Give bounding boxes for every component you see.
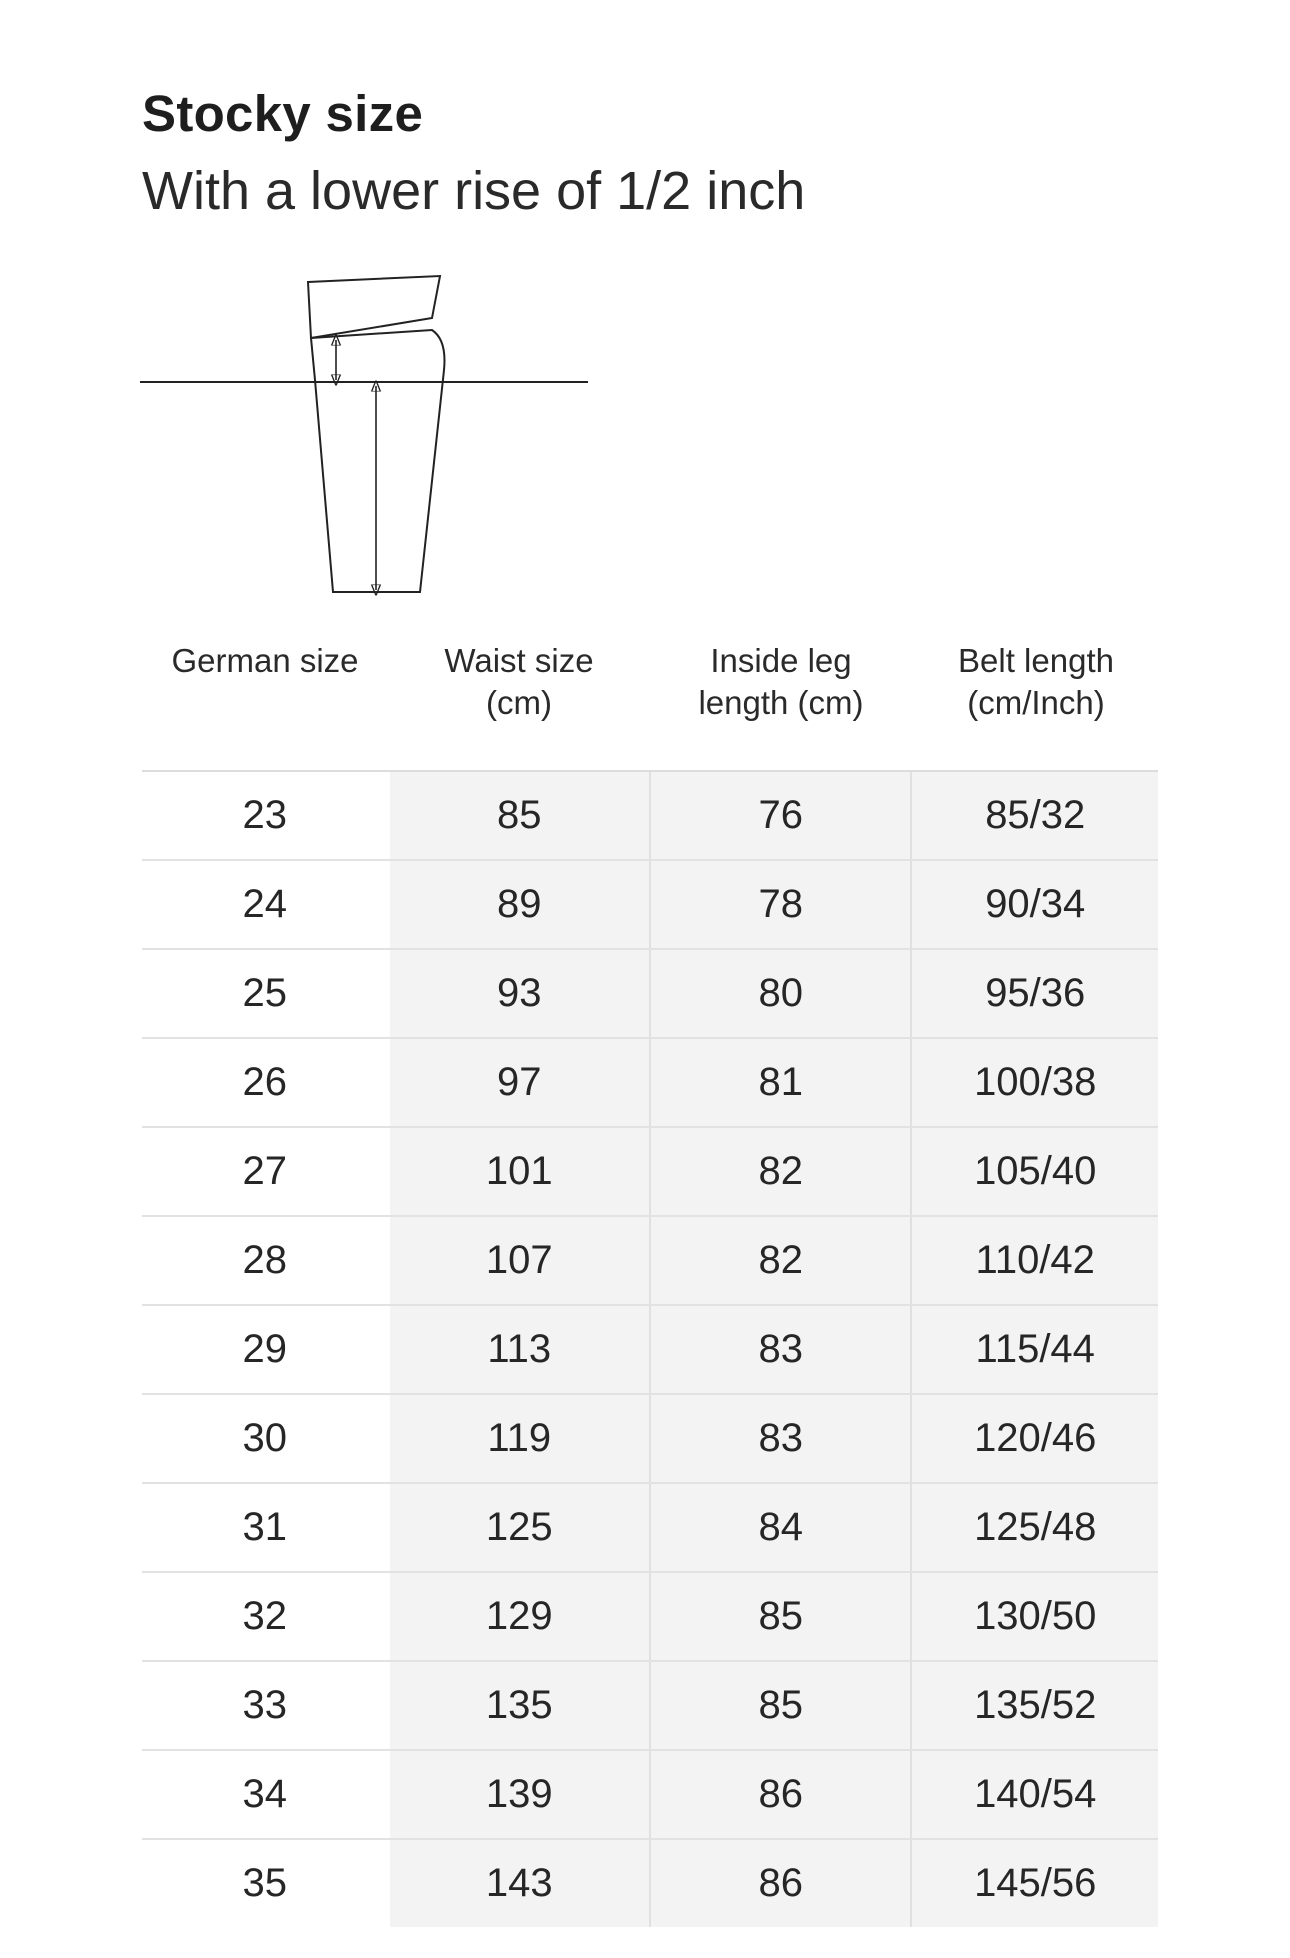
inside-leg-cell: 84 [649,1484,910,1571]
table-row [142,950,1158,1039]
column-header-belt-length: Belt length (cm/Inch) [958,642,1114,721]
waist-size-cell: 89 [388,861,649,948]
table-row [142,861,1158,950]
inside-leg-cell: 80 [649,950,910,1037]
inside-leg-cell: 78 [649,861,910,948]
inside-leg-cell: 82 [649,1128,910,1215]
size-table [142,770,1158,1927]
inside-leg-cell: 81 [649,1039,910,1126]
table-row [142,1751,1158,1840]
table-row [142,1662,1158,1751]
waist-size-cell: 107 [388,1217,649,1304]
german-size-cell: 29 [142,1306,388,1393]
belt-length-cell: 95/36 [910,950,1158,1037]
column-header-waist-size: Waist size (cm) [444,642,594,721]
column-header-german-size: German size [171,642,359,679]
waist-size-cell: 125 [388,1484,649,1571]
belt-length-cell: 110/42 [910,1217,1158,1304]
trouser-leg-measurement-diagram-icon [140,270,600,610]
german-size-cell: 34 [142,1751,388,1838]
german-size-cell: 33 [142,1662,388,1749]
german-size-cell: 24 [142,861,388,948]
belt-length-cell: 135/52 [910,1662,1158,1749]
waist-size-cell: 119 [388,1395,649,1482]
waist-size-cell: 139 [388,1751,649,1838]
german-size-cell: 26 [142,1039,388,1126]
table-row [142,1217,1158,1306]
inside-leg-cell: 86 [649,1751,910,1838]
belt-length-cell: 130/50 [910,1573,1158,1660]
belt-length-cell: 115/44 [910,1306,1158,1393]
inside-leg-cell: 82 [649,1217,910,1304]
inside-leg-cell: 85 [649,1573,910,1660]
waist-size-cell: 101 [388,1128,649,1215]
table-row [142,1840,1158,1927]
belt-length-cell: 145/56 [910,1840,1158,1927]
inside-leg-cell: 76 [649,772,910,859]
belt-length-cell: 85/32 [910,772,1158,859]
table-row [142,1484,1158,1573]
german-size-cell: 30 [142,1395,388,1482]
german-size-cell: 28 [142,1217,388,1304]
belt-length-cell: 125/48 [910,1484,1158,1571]
waist-size-cell: 97 [388,1039,649,1126]
german-size-cell: 25 [142,950,388,1037]
page-subtitle: With a lower rise of 1/2 inch [142,161,806,221]
column-header-inside-leg: Inside leg length (cm) [698,642,864,721]
belt-length-cell: 120/46 [910,1395,1158,1482]
inside-leg-cell: 83 [649,1395,910,1482]
table-row [142,772,1158,861]
page-title: Stocky size [142,85,424,142]
table-row [142,1128,1158,1217]
waist-size-cell: 113 [388,1306,649,1393]
table-row [142,1395,1158,1484]
waist-size-cell: 85 [388,772,649,859]
german-size-cell: 35 [142,1840,388,1927]
table-row [142,1306,1158,1395]
german-size-cell: 23 [142,772,388,859]
belt-length-cell: 105/40 [910,1128,1158,1215]
inside-leg-cell: 85 [649,1662,910,1749]
german-size-cell: 27 [142,1128,388,1215]
belt-length-cell: 140/54 [910,1751,1158,1838]
german-size-cell: 31 [142,1484,388,1571]
waist-size-cell: 143 [388,1840,649,1927]
waist-size-cell: 135 [388,1662,649,1749]
belt-length-cell: 90/34 [910,861,1158,948]
waist-size-cell: 93 [388,950,649,1037]
german-size-cell: 32 [142,1573,388,1660]
inside-leg-cell: 83 [649,1306,910,1393]
table-row [142,1039,1158,1128]
belt-length-cell: 100/38 [910,1039,1158,1126]
waist-size-cell: 129 [388,1573,649,1660]
table-row [142,1573,1158,1662]
inside-leg-cell: 86 [649,1840,910,1927]
